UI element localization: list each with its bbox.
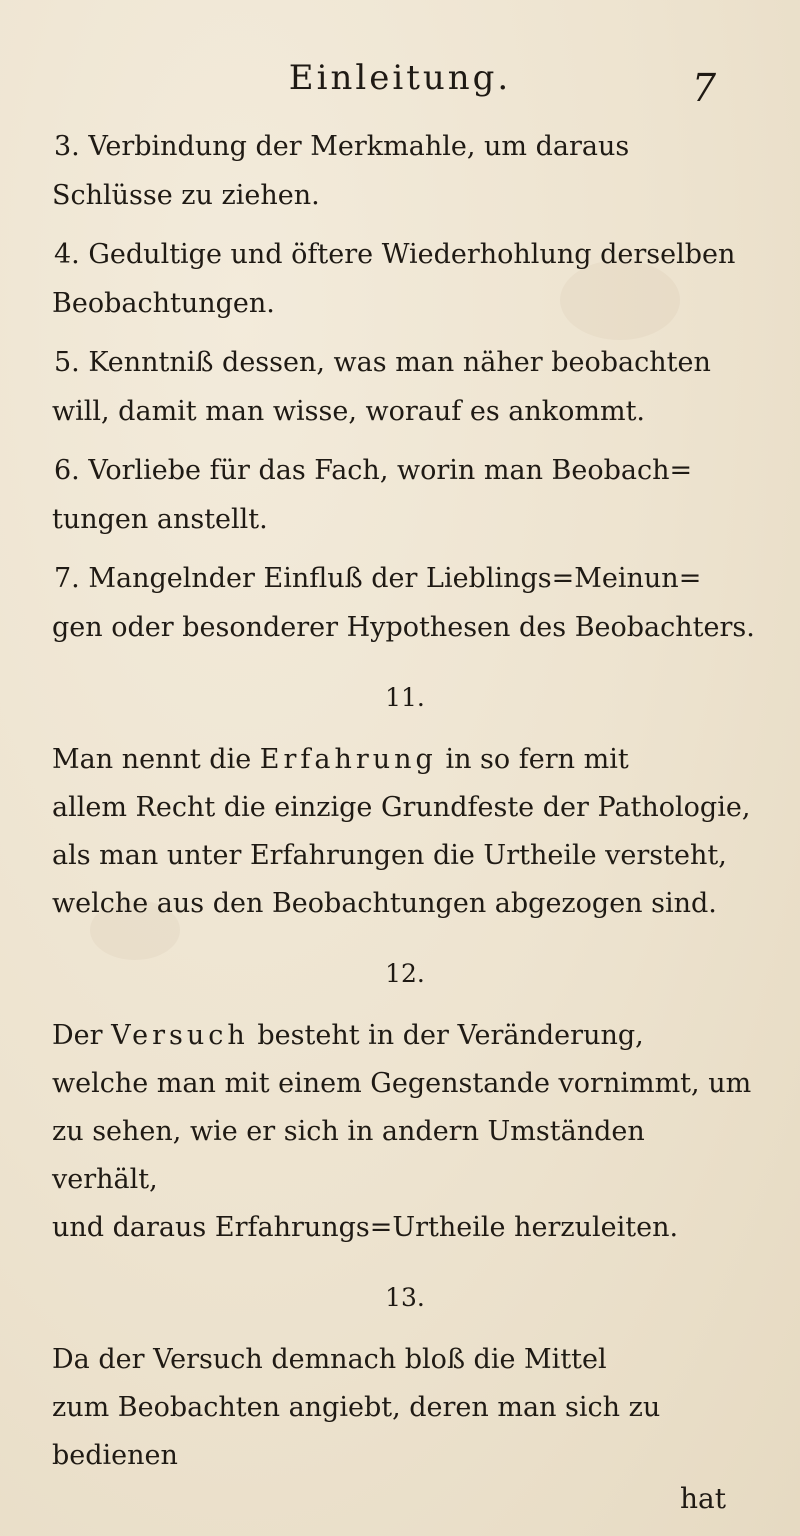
paragraph-rest: besteht in der Veränderung, xyxy=(248,1020,644,1051)
list-item-line: gen oder besonderer Hypothesen des Beobachters. xyxy=(52,612,755,643)
list-item-line: tungen anstellt. xyxy=(52,504,268,535)
defined-term: Versuch xyxy=(111,1020,249,1051)
list-item xyxy=(52,554,758,652)
list-item xyxy=(52,338,758,436)
paragraph-lead: Der xyxy=(52,1020,112,1051)
section-paragraph xyxy=(52,736,758,928)
list-item-line: will, damit man wisse, worauf es ankommt. xyxy=(52,396,645,427)
list-item-line: 5. Kenntniß dessen, was man näher beobachten xyxy=(54,347,711,378)
paragraph-line: welche aus den Beobachtungen abgezogen sind. xyxy=(52,888,717,919)
section-paragraph xyxy=(52,1012,758,1252)
paragraph-rest: in so fern mit xyxy=(436,744,629,775)
section-number: 11. xyxy=(385,683,425,712)
paragraph-line xyxy=(52,1012,758,1060)
catchword: hat xyxy=(680,1482,726,1515)
list-item-line: 3. Verbindung der Merkmahle, um daraus xyxy=(54,131,630,162)
body-text xyxy=(52,122,758,1480)
paragraph-line xyxy=(52,1336,758,1384)
paragraph-line xyxy=(52,736,758,784)
paragraph-line: und daraus Erfahrungs=Urtheile herzuleiten. xyxy=(52,1212,679,1243)
defined-term: Erfahrung xyxy=(259,744,437,775)
paragraph-line: allem Recht die einzige Grundfeste der Pathologie, xyxy=(52,792,751,823)
list-item-line: Beobachtungen. xyxy=(52,288,275,319)
list-item xyxy=(52,230,758,328)
paragraph-line: als man unter Erfahrungen die Urtheile versteht, xyxy=(52,840,727,871)
list-item xyxy=(52,122,758,220)
list-item-line: Schlüsse zu ziehen. xyxy=(52,180,320,211)
running-title: Einleitung. xyxy=(288,58,512,98)
list-item-line: 6. Vorliebe für das Fach, worin man Beobach= xyxy=(54,455,693,486)
section-number: 13. xyxy=(385,1283,425,1312)
paragraph-line: zum Beobachten angiebt, deren man sich zu bedienen xyxy=(52,1392,661,1471)
paragraph-line: zu sehen, wie er sich in andern Umständen verhält, xyxy=(52,1116,645,1195)
list-item xyxy=(52,446,758,544)
section-paragraph xyxy=(52,1336,758,1480)
list-item-line: 7. Mangelnder Einfluß der Lieblings=Meinun= xyxy=(54,563,702,594)
page-number: 7 xyxy=(691,66,716,110)
paragraph-lead: Man nennt die xyxy=(52,744,260,775)
page-header xyxy=(0,58,800,108)
paragraph-line: welche man mit einem Gegenstande vornimmt, um xyxy=(52,1068,752,1099)
paragraph-lead: Da der Versuch demnach bloß die Mittel xyxy=(52,1344,607,1375)
list-item-line: 4. Gedultige und öftere Wiederhohlung derselben xyxy=(54,239,736,270)
section-number: 12. xyxy=(385,959,425,988)
